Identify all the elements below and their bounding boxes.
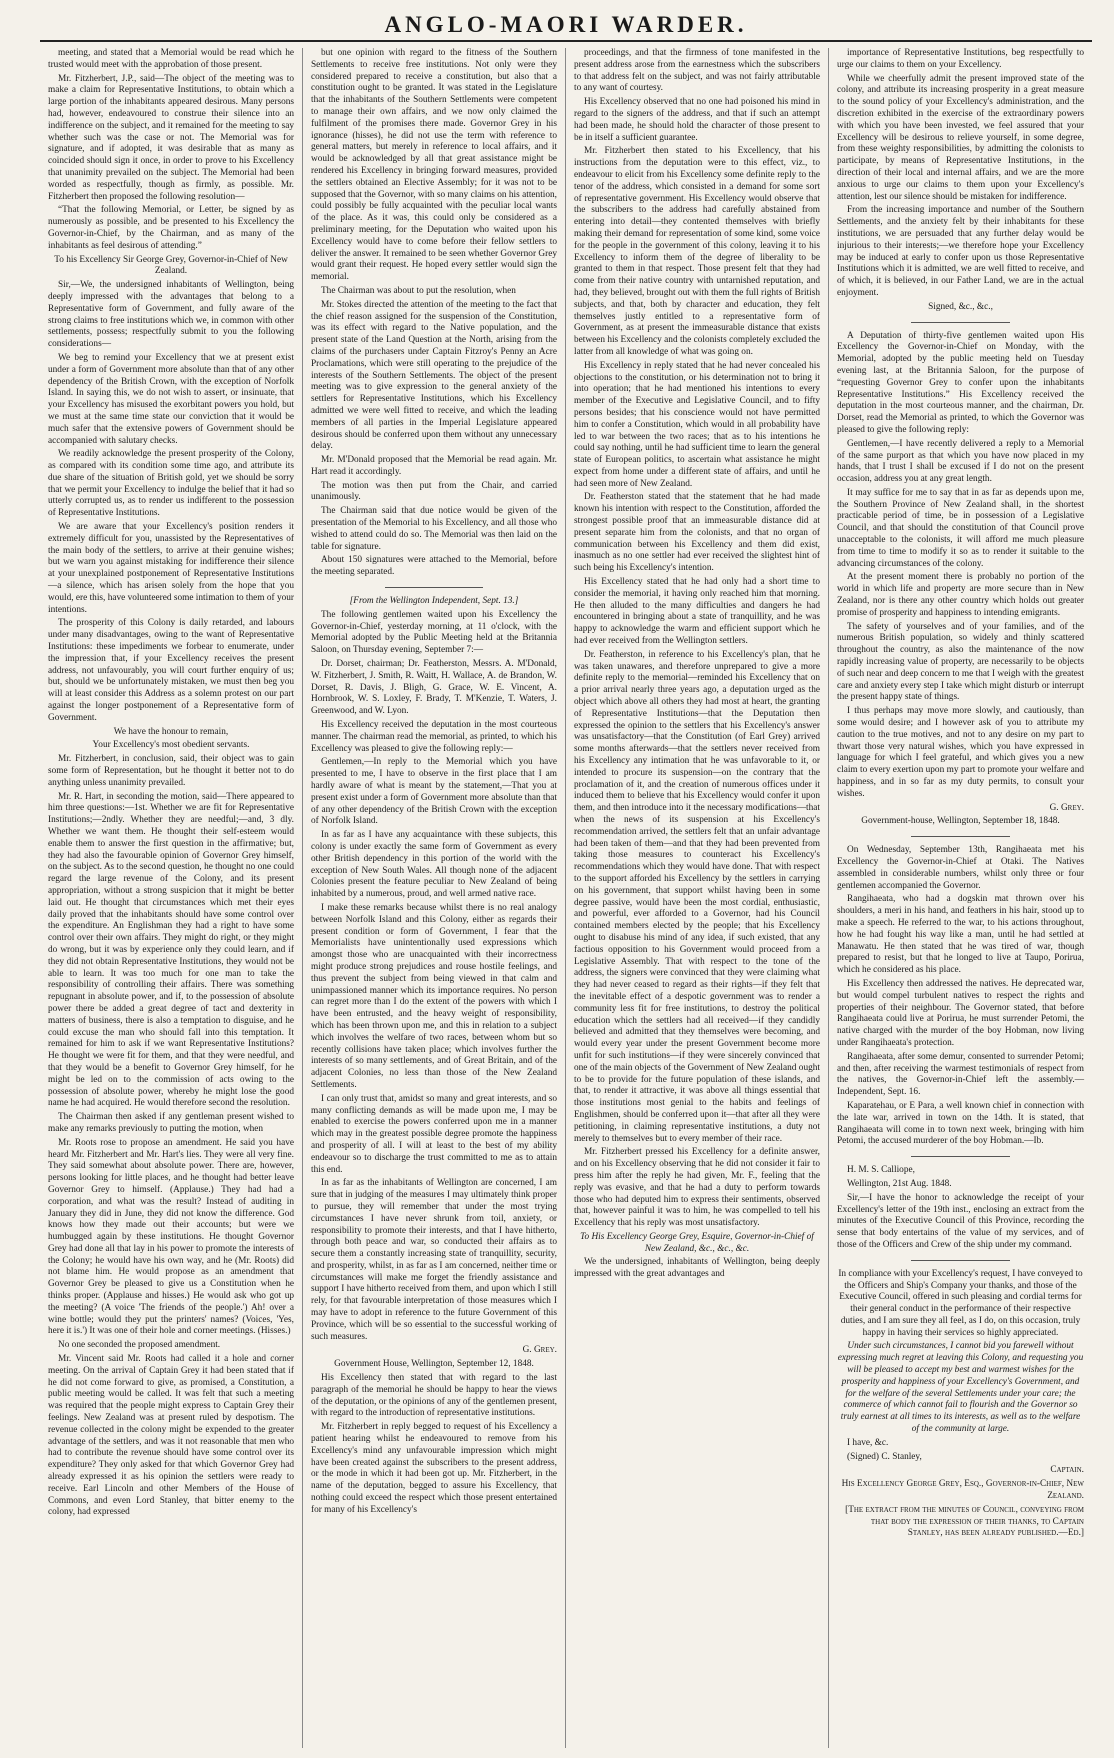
article-paragraph: Mr. Fitzherbert pressed his Excellency for a definite answer, and on his Excellency observing that he did not consider it fair to press him after the reply he had given, Mr. F., feeling that the reply was evasive, and that he had a duty to perform towards those who had deputed him to express their sentiments, observed that, however painful it was to him, he was compelled to tell his Excellency that his reply was most unsatisfactory. bbox=[574, 1147, 820, 1229]
section-divider bbox=[911, 1156, 1010, 1157]
article-paragraph: His Excellency observed that no one had poisoned his mind in regard to the signers of the address, and that if such an attempt had been made, he should hold the character of those present to be in itself a sufficient guarantee. bbox=[574, 97, 820, 143]
article-paragraph: Sir,—I have the honor to acknowledge the receipt of your Excellency's letter of the 19th inst., enclosing an extract from the minutes of the Executive Council of this Province, recording the sense that body entertains of the value of my services, and of those of the Officers and Crew of the ship under my command. bbox=[837, 1192, 1084, 1250]
article-paragraph: Gentlemen,—I have recently delivered a reply to a Memorial of the same purport as that which you have now placed in my hands, that I trust I shall be excused if I do not on the present occasion, address you at any great length. bbox=[837, 438, 1084, 485]
article-paragraph: We readily acknowledge the present prosperity of the Colony, as compared with its condition some time ago, and attribute its due share of the situation of British gold, yet we should be sorry that we permit your Excellency to indulge the belief that it had so utterly corrupted us, as to render us indifferent to the possession of Representative Institutions. bbox=[48, 449, 294, 519]
article-paragraph: The prosperity of this Colony is daily retarded, and labours under many disadvantages, owing to the want of Representative Institutions: these impediments we forbear to enumerate, under the impression that, if your Excellency receives the present address, not unfavourably, you will court further enquiry of us; but, should we be unfortunately mistaken, we must then beg you will at least consider this Address as a solemn protest on our part against the longer postponement of a Representative form of Government. bbox=[48, 618, 294, 723]
article-paragraph: [The extract from the minutes of Council, conveying from that body the expression of their thanks, to Captain Stanley, has been already published.—Ed.] bbox=[845, 1504, 1084, 1539]
article-paragraph: The Chairman was about to put the resolution, when bbox=[321, 285, 516, 296]
article-paragraph: G. Grey. bbox=[1049, 802, 1084, 813]
article-paragraph: Wellington, 21st Aug. 1848. bbox=[847, 1178, 952, 1189]
article-paragraph: While we cheerfully admit the present improved state of the colony, and attribute its increasing prosperity in a great measure to the sound policy of your Excellency's administration, and the discretion exhibited in the exercise of the extraordinary powers with which you have been invested, we feel assured that your Excellency will be desirous to relieve yourself, in some degree, from these weighty responsibilities, by admitting the colonists to participate, by means of Representative Institutions, in the direction of their local and internal affairs, and we are the more anxious to urge our claims to them upon your Excellency's attention, lest our silence should be mistaken for indifference. bbox=[837, 73, 1084, 202]
article-paragraph: Mr. M'Donald proposed that the Memorial be read again. Mr. Hart read it accordingly. bbox=[311, 455, 557, 477]
article-paragraph: We are aware that your Excellency's position renders it extremely difficult for you, unassisted by the Representatives of the main body of the settlers, to arrive at their genuine wishes; but we warn you against mistaking for indifference their silence at your unexplained postponement of Representative Institutions—a silence, which has arisen solely from the hope that you would, ere this, have volunteered some intimation to them of your intentions. bbox=[48, 522, 294, 615]
article-paragraph: A Deputation of thirty-five gentlemen waited upon His Excellency the Governor-in-Chief on Monday, with the Memorial, adopted by the public meeting held on Tuesday evening last, at the Britannia Saloon, for the purpose of “requesting Governor Grey to confer upon the inhabitants Representative Institutions.” His Excellency received the deputation in the most courteous manner, and the chairman, Dr. Dorset, read the Memorial as printed, to which the Governor was pleased to give the following reply: bbox=[837, 330, 1084, 435]
column-3 bbox=[566, 48, 829, 1748]
article-paragraph: His Excellency then stated that with regard to the last paragraph of the memorial he should be happy to hear the views of the deputation, or the opinions of any of the gentlemen present, with regard to the introduction of representative institutions. bbox=[311, 1373, 557, 1419]
article-paragraph: In as far as I have any acquaintance with these subjects, this colony is under exactly the same form of Government as every other British dependency in this portion of the world with the exception of New South Wales. All though none of the adjacent Colonies present the feature peculiar to New Zealand of being inhabited by a numerous, proud, and well armed native race. bbox=[311, 830, 557, 900]
article-paragraph: To His Excellency George Grey, Esquire, Governor-in-Chief of New Zealand, &c., &c., &c. bbox=[580, 1231, 814, 1254]
article-paragraph: His Excellency in reply stated that he had never concealed his objections to the constitution, or his determination not to bring it into operation; that he had mentioned his intentions to every member of the Executive and Legislative Council, and to fifty persons besides; that his conscience would not have permitted him to confer a Constitution, which would in all probability have led to war between the two races; that as to his intentions he could say nothing, until he had sufficient time to learn the general state of European politics, to ascertain what assistance he might expect from home under a different state of affairs, and until he had seen more of New Zealand. bbox=[574, 360, 820, 489]
article-paragraph: The motion was then put from the Chair, and carried unanimously. bbox=[311, 480, 557, 503]
article-paragraph: The following gentlemen waited upon his Excellency the Governor-in-Chief, yesterday morning, at 11 o'clock, with the Memorial adopted by the Public Meeting held at the Britannia Saloon, on Thursday evening, September 7:— bbox=[311, 609, 557, 656]
article-paragraph: Mr. Fitzherbert, in conclusion, said, their object was to gain some form of Representation, but he thought it better not to do anything unless unanimity prevailed. bbox=[48, 754, 294, 788]
article-paragraph: but one opinion with regard to the fitness of the Southern Settlements to receive free institutions. Not only were they considered prepared to receive a constitution, but also that a constitution ought to be granted. It was stated in the Legislature that the inhabitants of the Southern Settlements were competent to manage their own affairs, and we now only claimed the fulfilment of the promises there made. Governor Grey in his ignorance (hisses), he did not use the term with reference to general matters, but merely in reference to local affairs, and it would be acknowledged by all that great assistance might be rendered his Excellency in bringing forward measures, provided the settlers obtained an Elective Assembly; for it was not to be supposed that the Governor, with so many claims on his attention, could possibly be fully acquainted with the peculiar local wants of the place. As it was, this could only be considered as a preliminary meeting, for the Deputation who waited upon his Excellency would have to come before their fellow settlers to deliver the answer. It remained to be seen whether Governor Grey would grant their request. He hoped every settler would sign the memorial. bbox=[311, 48, 557, 283]
article-paragraph: Dr. Featherston stated that the statement that he had made known his intention with respect to the Constitution, afforded the strongest possible proof that an immeasurable distance did at present separate him from the colonists, and that no organ of communication between his Excellency and them did exist, inasmuch as no one settler had ever received the slightest hint of such being his Excellency's intention. bbox=[574, 492, 820, 574]
section-divider bbox=[911, 322, 1010, 323]
article-paragraph: In compliance with your Excellency's request, I have conveyed to the Officers and Ship's Company your thanks, and those of the Executive Council, offered in such pleasing and cordial terms for their general conduct in the performance of their respective duties, and I am sure they all feel, as I do, on this occasion, truly happy in having their services so highly appreciated. bbox=[838, 1268, 1083, 1338]
article-paragraph: Sir,—We, the undersigned inhabitants of Wellington, being deeply impressed with the advantages that belong to a Representative form of Government, and fully aware of the strong claims to free institutions which we, in common with other settlements, possess; respectfully submit to you the following considerations— bbox=[48, 280, 294, 350]
article-paragraph: His Excellency stated that he had only had a short time to consider the memorial, it having only reached him that morning. He then alluded to the many difficulties and dangers he had encountered in bringing about a state of tranquillity, and he was happy to acknowledge the warm and efficient support which he had ever received from the Wellington settlers. bbox=[574, 577, 820, 647]
article-paragraph: Mr. Fitzherbert then stated to his Excellency, that his instructions from the deputation were to this effect, viz., to endeavour to elicit from his Excellency some definite reply to the tenor of the address, which consisted in a demand for some sort of representative government. His Excellency would observe that the subscribers to the address had carefully abstained from entering into detail—they contented themselves with briefly making their demand for representation of some kind, some voice for the people in the government of this colony, leaving it to his Excellency to inform them of the degree of liberality to be granted to them in that respect. Those present felt that they had come from their native country with untarnished reputation, and had, they believed, brought out with them the full rights of British subjects, and that, both by character and education, they felt themselves justly entitled to a representative form of Government, as at present the immeasurable distance that exists between his Excellency and the colonists completely excluded the latter from all knowledge of what was going on. bbox=[574, 146, 820, 357]
section-divider bbox=[385, 587, 483, 588]
column-4 bbox=[829, 48, 1092, 1748]
article-paragraph: meeting, and stated that a Memorial would be read which he trusted would meet with the approbation of those present. bbox=[48, 48, 294, 70]
article-paragraph: Rangihaeata, who had a dogskin mat thrown over his shoulders, a meri in his hand, and feathers in his hair, stood up to make a speech. He referred to the war, to his actions throughout, how he had fought his way like a man, until he had settled at Manawatu. He then stated that he was tired of war, though prepared to resist, but that he longed to live at Taupo, Porirua, which he considered as his place. bbox=[837, 894, 1084, 976]
article-paragraph: His Excellency then addressed the natives. He deprecated war, but would compel turbulent natives to respect the rights and properties of their neighbour. The Governor stated, that before Rangihaeata could live at Porirua, he must surrender Petomi, the native charged with the murder of the boy Hobman, now living under Rangihaeata's protection. bbox=[837, 978, 1084, 1048]
article-paragraph: Dr. Dorset, chairman; Dr. Featherston, Messrs. A. M'Donald, W. Fitzherbert, J. Smith, R. Waitt, H. Wallace, A. de Brandon, W. Dorset, R. Davis, J. Bligh, G. Grace, W. E. Vincent, A. Hornbrook, W. S. Loxley, F. Brady, T. M'Kenzie, T. Waters, J. Greenwood, and W. Lyon. bbox=[311, 659, 557, 717]
article-paragraph: To his Excellency Sir George Grey, Governor-in-Chief of New Zealand. bbox=[54, 254, 288, 277]
article-paragraph: Mr. Vincent said Mr. Roots had called it a hole and corner meeting. On the arrival of Captain Grey it had been stated that if he did not come forward to give, as promised, a Constitution, a public meeting would be called. It was felt that such a meeting was required that the people might express to Captain Grey their feelings. New Zealand was at present ruled by despotism. The revenue collected in the colony might be expended to the greater advantage of the settlers, and was it not reasonable that men who had to contribute the revenue should have some control over its expenditure? They only asked for that which Governor Grey had already expressed it as his opinion the settlers were ready to receive. Earl Lincoln and other Members of the House of Commons, and even Lord Stanley, that bitter enemy to the colony, had expressed bbox=[48, 1354, 294, 1518]
article-paragraph: Mr. Stokes directed the attention of the meeting to the fact that the chief reason assigned for the suspension of the Constitution, was its effect with regard to the Native population, and the present state of the Land Question at the North, arising from the claims of the purchasers under Captain Fitzroy's Penny an Acre Proclamations, which were still operating to the prejudice of the interests of the Southern Settlements. The object of the present meeting was to give expression to the general anxiety of the settlers for Representative Institutions, which his Excellency admitted we were well fitted to receive, and which the leading members of all parties in the Imperial Legislature appeared desirous should be conferred upon them without any unnecessary delay. bbox=[311, 299, 557, 452]
column-2 bbox=[303, 48, 566, 1748]
article-paragraph: It may suffice for me to say that in as far as depends upon me, the Southern Province of New Zealand shall, in the shortest practicable period of time, be in possession of a Legislative Council, and that should the constitution of that Council prove unacceptable to the colonists, it will afford me much pleasure from time to time to modify it so as to render it suitable to the advancing circumstances of the colony. bbox=[837, 487, 1084, 569]
article-paragraph: From the increasing importance and number of the Southern Settlements, and the anxiety felt by their inhabitants for these institutions, we are persuaded that any further delay would be injurious to their interests;—we therefore hope your Excellency may be induced at early to confer upon us those Representative Institutions which it is admitted, we are well fitted to receive, and of which, it is believed, in our Father Land, we are in the actual enjoyment. bbox=[837, 205, 1084, 298]
article-paragraph: On Wednesday, September 13th, Rangihaeata met his Excellency the Governor-in-Chief at Otaki. The Natives assembled in considerable numbers, whilst only three or four gentlemen accompanied the Governor. bbox=[837, 845, 1084, 891]
article-paragraph: [From the Wellington Independent, Sept. 13.] bbox=[349, 596, 519, 607]
article-paragraph: proceedings, and that the firmness of tone manifested in the present address arose from the earnestness which the subscribers to that address felt on the subject, and was not fairly attributable to any want of courtesy. bbox=[574, 48, 820, 94]
article-paragraph: I make these remarks because whilst there is no real analogy between Norfolk Island and this Colony, either as regards their present condition or form of Government, I fear that the Memorialists have unintentionally used expressions which amongst those who are unacquainted with their incorrectness might produce strong prejudices and rouse hostile feelings, and thus prevent the subject from being viewed in that calm and unimpassioned manner which its importance requires. No person can regret more than I do the extent of the powers with which I have been entrusted, and the heavy weight of responsibility, which has been thrown upon me, and this in relation to a subject which involves the welfare of two races, between whom but so recently collisions have taken place; which involves further the interests of so many settlements, and of Great Britain, and of the adjacent Colonies, no less than those of the New Zealand Settlements. bbox=[311, 902, 557, 1090]
article-paragraph: We have the honour to remain, bbox=[113, 726, 229, 737]
article-paragraph: I have, &c. bbox=[847, 1437, 889, 1448]
section-divider bbox=[911, 836, 1010, 837]
article-paragraph: I thus perhaps may move more slowly, and cautiously, than some would desire; and I however ask of you to attribute my caution to the true motives, and not to any desire on my part to thwart those very natural wishes, which you have expressed in language for which I feel grateful, and which gives you a new claim to every exertion upon my part to promote your welfare and happiness, and in so far as my duty permits, to consult your wishes. bbox=[837, 706, 1084, 799]
article-paragraph: Government House, Wellington, September 12, 1848. bbox=[334, 1359, 534, 1370]
article-paragraph: Rangihaeata, after some demur, consented to surrender Petomi; and then, after receiving the warmest testimonials of respect from the natives, the Governor-in-Chief left the assembly.—Independent, Sept. 16. bbox=[837, 1051, 1084, 1098]
article-paragraph: G. Grey. bbox=[522, 1345, 557, 1356]
article-paragraph: Mr. Fitzherbert, J.P., said—The object of the meeting was to make a claim for Representative Institutions, to obtain which a large portion of the inhabitants appeared desirous. Many persons had, however, endeavoured to construe their silence into an indifference on the subject, and it remained for the meeting to say whether such was the case or not. The Memorial was for signature, and if adopted, it was desirable that as many as coincided should sign it once, in order to prove to his Excellency that unanimity prevailed on the subject. The Memorial had been worded as respectfully, though as firmly, as possible. Mr. Fitzherbert then proposed the following resolution— bbox=[48, 73, 294, 202]
article-paragraph: The safety of yourselves and of your families, and of the numerous British population, so widely and thinly scattered throughout the country, as also the maintenance of the now rapidly increasing value of property, are necessarily to be objects of such near and deep concern to me that I weigh with the greatest care and anxiety every step I take which might disturb or interrupt the present happy state of things. bbox=[837, 621, 1084, 703]
article-paragraph: The Chairman said that due notice would be given of the presentation of the Memorial to his Excellency, and all those who wished to attend could do so. The Memorial was then laid on the table for signature. bbox=[311, 506, 557, 552]
columns bbox=[40, 48, 1092, 1748]
section-divider bbox=[911, 1260, 1010, 1261]
article-paragraph: I can only trust that, amidst so many and great interests, and so many conflicting demands as will be made upon me, I may be enabled to exercise the powers conferred upon me in a manner which may in the greatest possible degree promote the happiness and prosperity of all. I will at least to the best of my ability endeavour so to discharge the trust committed to me as to attain this end. bbox=[311, 1093, 557, 1175]
column-1 bbox=[40, 48, 303, 1748]
article-paragraph: Mr. Fitzherbert in reply begged to request of his Excellency a patient hearing whilst he endeavoured to remove from his Excellency's mind any unfavourable impression which might have been created against the subscribers to the present address, or the mode in which it had been got up. Mr. Fitzherbert, in the name of the deputation, begged to assure his Excellency, that nothing could exceed the respect which those present entertained for many of his Excellency's bbox=[311, 1422, 557, 1515]
article-paragraph: Kaparatehau, or E Para, a well known chief in connection with the late war, arrived in town on the 14th. It is stated, that Rangihaeata will come in to town next week, bringing with him Petomi, the accused murderer of the boy Hobman.—Ib. bbox=[837, 1100, 1084, 1147]
article-paragraph: About 150 signatures were attached to the Memorial, before the meeting separated. bbox=[311, 555, 557, 578]
article-paragraph: At the present moment there is probably no portion of the world in which life and property are more secure than in New Zealand, nor is there any other country which holds out greater promise of prosperity and happiness to intending emigrants. bbox=[837, 572, 1084, 618]
article-paragraph: Gentlemen,—In reply to the Memorial which you have presented to me, I have to observe in the first place that I am hardly aware of what is meant by the statement,—That you at present exist under a form of Government more absolute than that of any other dependency of the British Crown with the exception of Norfolk Island. bbox=[311, 757, 557, 827]
article-paragraph: The Chairman then asked if any gentleman present wished to make any remarks previously to putting the motion, when bbox=[48, 1112, 294, 1134]
article-paragraph: Dr. Featherston, in reference to his Excellency's plan, that he was taken unawares, and therefore unprepared to give a more definite reply to the memorial—reminded his Excellency that on a prior arrival nearly three years ago, a deputation urged as the object which above all others they had most at heart, the granting of Representative Institutions—that the Deputation then expressed the opinion to the settlers that his Excellency's answer was unsatisfactory—that the Constitution (of Earl Grey) arrived some months afterwards—that the settlers never received from his Excellency any intimation that he was unfavorable to it, or intended to procure its suspension—on the contrary that the proclamation of it, and the creation of numerous offices under it induced them to believe that his Excellency would confer it upon them, and then introduce into it the necessary modifications—that when the news of its suspension at his Excellency's recommendation arrived, the settlers felt that an unfair advantage had been taken of them—and that they had been prevented from taking those measures to counteract his Excellency's recommendations which they would have done. That with respect to the support afforded his Excellency by the settlers in carrying on his government, that support whilst having been in some degree passive, would have been the most cordial, enthusiastic, and powerful, ever afforded to a Governor, had his Council contained members elected by the people; that his Excellency ought to disabuse his mind of any idea, if such existed, that any factious opposition to his Government would proceed from a Legislative Assembly. That with respect to the tone of the address, the signers were convinced that they were claiming what they had never ceased to regard as their rights—if they felt that the inevitable effect of a despotic government was to render a community less fit for free institutions, to destroy the political education which the settlers had all received—if they candidly believed and admitted that they themselves were becoming, and would every year under the present Government become more unfit for such institutions—if they were sincerely convinced that one of the main objects of the Government of New Zealand ought to be to provide for the future population of these islands, and that, to render it attractive, it was above all things essential that those institutions most genial to the habits and feelings of Englishmen, should be conferred upon it—that after all they were petitioning, in claiming representative institutions, a duty not merely to themselves but to every member of their race. bbox=[574, 649, 820, 1144]
masthead: ANGLO-MAORI WARDER. bbox=[40, 10, 1092, 42]
article-paragraph: His Excellency George Grey, Esq., Governor-in-Chief, New Zealand. bbox=[841, 1479, 1084, 1502]
article-paragraph: We beg to remind your Excellency that we at present exist under a form of Government more absolute than that of any other dependency of the British Crown, with the exception of Norfolk Island. In saying this, we do not wish to assert, or insinuate, that your Excellency has misused the exorbitant powers you hold, but we must at the same time state our conviction that it would be much safer that the extensive powers of Government should be accompanied with salutary checks. bbox=[48, 352, 294, 446]
article-paragraph: Mr. R. Hart, in seconding the motion, said—There appeared to him three questions:—1st. Whether we are fit for Representative Institutions;—2ndly. Whether they are needful;—and, 3 dly. Whether we want them. He thought their self-esteem would enable them to answer the first question in the affirmative; but, they had also the favourable opinion of Governor Grey himself, on the subject. As to the second question, he thought no one could regard the large revenue of the Colony, and its present appropriation, without a strong suspicion that it might be better laid out. He thought that circumstances which met their eyes daily proved that the inhabitants should have some control over the expenditure. An Englishman they had a right to have some control over their own affairs. They might do right, or they might do wrong, but it was by experience only they could learn, and if they did not obtain Representative Institutions, they would not be able to learn. It was too much for one man to take the responsibility of controlling their affairs. There was something repugnant in absolute power, and if, to the possession of absolute power there be added a great degree of tact and dexterity in matters of business, there is also a temptation to disguise, and he could excuse the man who should fall into this temptation. It remained for him to ask if we want Representative Institutions? He thought we were fit for them, and that they were needful, and that they would be a benefit to Governor Grey himself, for he might be led on to the commission of acts owing to the possession of absolute power, whereby he might lose the good name he had acquired. He would therefore second the resolution. bbox=[48, 791, 294, 1109]
article-paragraph: Government-house, Wellington, September 18, 1848. bbox=[861, 816, 1060, 827]
article-paragraph: importance of Representative Institutions, beg respectfully to urge our claims to them on your Excellency. bbox=[837, 48, 1084, 70]
article-paragraph: No one seconded the proposed amendment. bbox=[58, 1340, 221, 1351]
article-paragraph: In as far as the inhabitants of Wellington are concerned, I am sure that in judging of the measures I may ultimately think proper to pursue, they will remember that under the most trying circumstances I have never shrunk from toil, anxiety, or responsibility to promote their interests, and that I have hitherto, through both peace and war, so conducted their affairs as to secure them a constantly increasing state of tranquillity, security, and prosperity, whilst, in as far as I am concerned, neither time or circumstances will make me forget the friendly assistance and support I have hitherto received from them, and upon which I still rely, for that favourable interpretation of those measures which I may have to adopt in reference to the future Government of this Province, which will be so essential to the successful working of such measures. bbox=[311, 1178, 557, 1342]
article-paragraph: We the undersigned, inhabitants of Wellington, being deeply impressed with the great advantages and bbox=[574, 1257, 820, 1280]
article-paragraph: Under such circumstances, I cannot bid you farewell without expressing much regret at leaving this Colony, and requesting you will be pleased to accept my best and warmest wishes for the prosperity and happiness of your Excellency's Government, and for the welfare of the several Settlements under your care; the commerce of which cannot fail to flourish and the Governor so truly earnest at all times to its interests, as well as to the welfare of the community at large. bbox=[837, 1341, 1084, 1435]
article-paragraph: Your Excellency's most obedient servants. bbox=[92, 740, 250, 751]
article-paragraph: Captain. bbox=[1050, 1465, 1084, 1476]
article-paragraph: “That the following Memorial, or Letter, be signed by as numerously as possible, and be presented to his Excellency the Governor-in-Chief, by the Chairman, and as many of the inhabitants as feel desirous of attending.” bbox=[48, 205, 294, 251]
article-paragraph: His Excellency received the deputation in the most courteous manner. The chairman read the memorial, as printed, to which his Excellency was pleased to give the following reply:— bbox=[311, 720, 557, 754]
article-paragraph: H. M. S. Calliope, bbox=[847, 1165, 915, 1176]
article-paragraph: (Signed) C. Stanley, bbox=[847, 1451, 922, 1462]
article-paragraph: Mr. Roots rose to propose an amendment. He said you have heard Mr. Fitzherbert and Mr. Hart's lies. They were all very fine. They said somewhat about absolute power. There are, however, persons looking for little places, and he thought had better leave Governor Grey to himself. (Applause.) They had had a corporation, and what was the result? Instead of auditing in January they did in June, they did not know the difference. God knows how they made out their accounts; but were we humbugged again by these institutions. He thought Governor Grey had done all that lay in his power to promote the interests of the Colony; he would have his own way, and he (Mr. Roots) did not blame him. He would propose as an amendment that Governor Grey be pleased to give us a Constitution when he thinks proper. (Applause and hisses.) He would ask who got up the meeting? (A voice 'The friends of the people.') Ah! over a wine bottle; would they put the printers' names? (Voices, 'Yes, here it is.') It was one of their hole and corner meetings. (Hisses.) bbox=[48, 1137, 294, 1337]
article-paragraph: Signed, &c., &c., bbox=[928, 301, 993, 312]
